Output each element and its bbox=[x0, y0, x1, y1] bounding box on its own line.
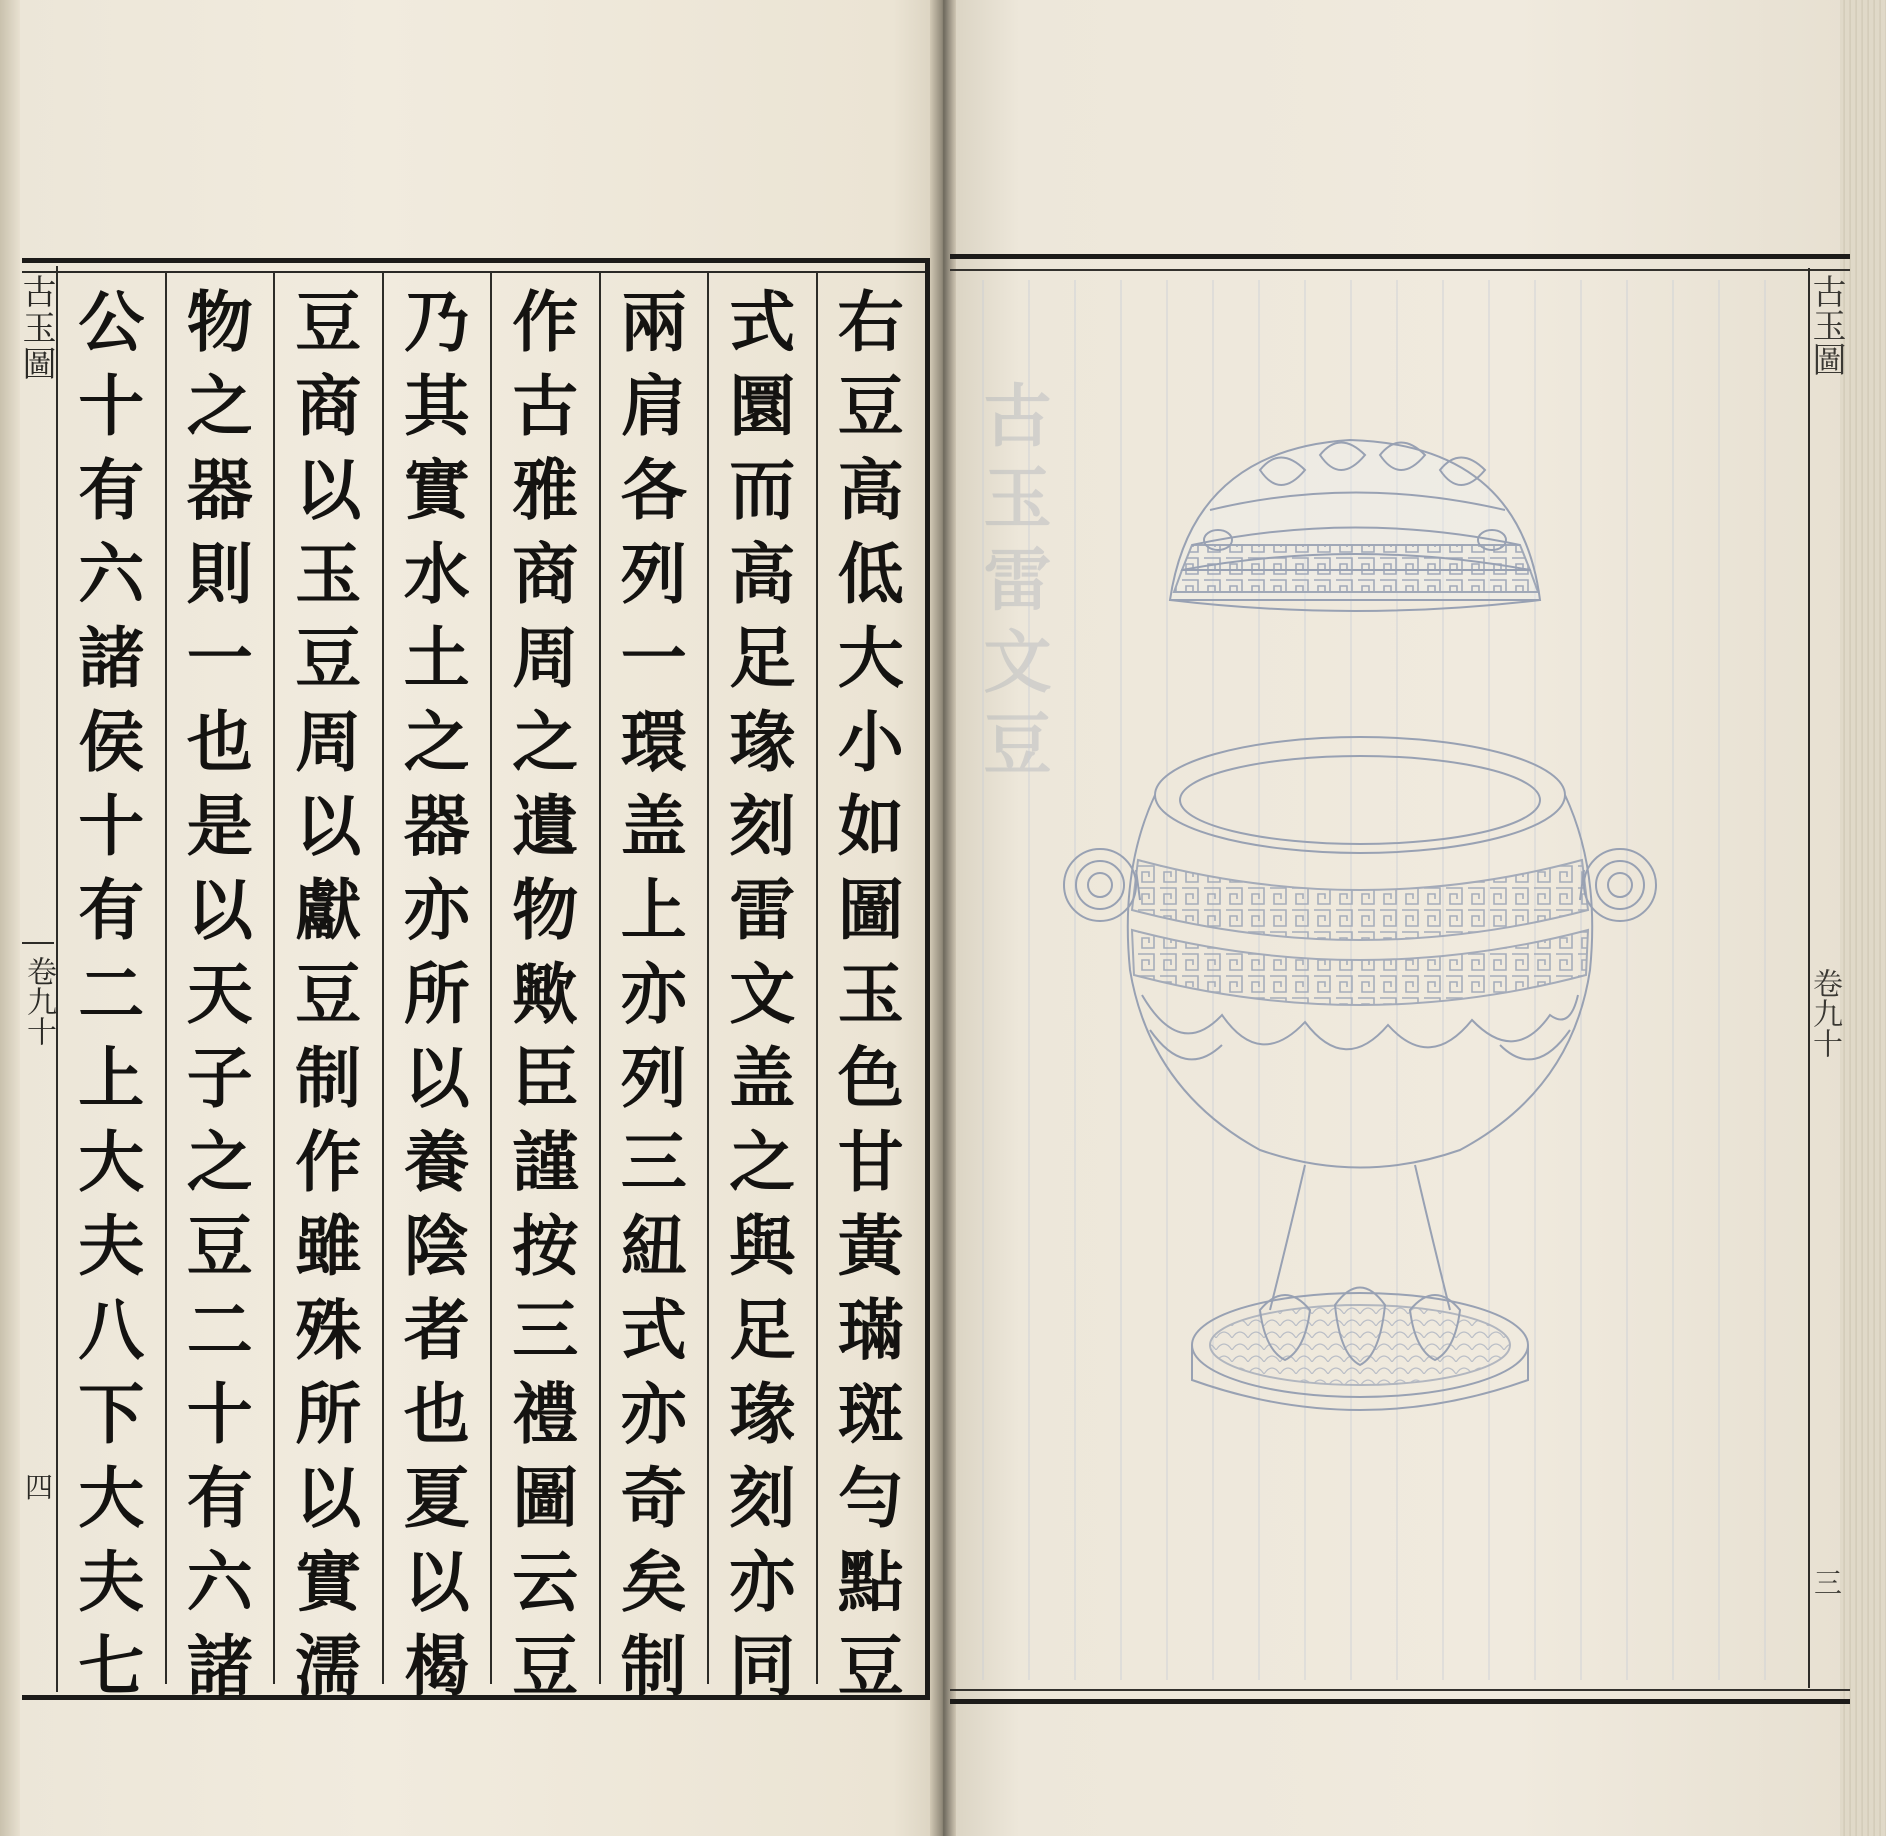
text-character: 以 bbox=[403, 1543, 470, 1621]
text-character: 上 bbox=[620, 871, 687, 949]
text-character: 矣 bbox=[620, 1543, 687, 1621]
text-character: 亦 bbox=[620, 1375, 687, 1453]
text-character: 作 bbox=[512, 283, 579, 361]
text-character: 盖 bbox=[620, 787, 687, 865]
text-character: 高 bbox=[729, 535, 796, 613]
text-character: 獻 bbox=[295, 871, 362, 949]
text-character: 上 bbox=[78, 1039, 145, 1117]
text-character: 大 bbox=[78, 1123, 145, 1201]
text-character: 之 bbox=[186, 367, 253, 445]
text-character: 亦 bbox=[729, 1543, 796, 1621]
text-column bbox=[490, 272, 599, 1705]
text-character: 雖 bbox=[295, 1207, 362, 1285]
text-character: 刻 bbox=[729, 1459, 796, 1537]
text-character: 物 bbox=[186, 283, 253, 361]
text-column bbox=[382, 272, 491, 1705]
text-character: 云 bbox=[512, 1543, 579, 1621]
text-character: 玉 bbox=[295, 535, 362, 613]
text-character: 三 bbox=[620, 1123, 687, 1201]
text-character: 璊 bbox=[837, 1291, 904, 1369]
text-character: 器 bbox=[403, 787, 470, 865]
text-character: 天 bbox=[186, 955, 253, 1033]
text-character: 斑 bbox=[837, 1375, 904, 1453]
text-column bbox=[599, 272, 708, 1705]
text-character: 下 bbox=[78, 1375, 145, 1453]
vertical-text-block bbox=[56, 272, 924, 1705]
text-character: 勻 bbox=[837, 1459, 904, 1537]
text-character: 濡 bbox=[295, 1627, 362, 1705]
text-character: 列 bbox=[620, 1039, 687, 1117]
text-character: 以 bbox=[295, 451, 362, 529]
text-character: 足 bbox=[729, 1291, 796, 1369]
text-character: 夏 bbox=[403, 1459, 470, 1537]
text-character: 與 bbox=[729, 1207, 796, 1285]
text-character: 肩 bbox=[620, 367, 687, 445]
text-character: 楬 bbox=[403, 1627, 470, 1705]
text-character: 圖 bbox=[512, 1459, 579, 1537]
right-fore-edge-column bbox=[1808, 268, 1848, 1688]
text-character: 周 bbox=[512, 619, 579, 697]
text-character: 豆 bbox=[186, 1207, 253, 1285]
text-character: 器 bbox=[186, 451, 253, 529]
text-character: 二 bbox=[186, 1291, 253, 1369]
text-character: 色 bbox=[837, 1039, 904, 1117]
text-character: 兩 bbox=[620, 283, 687, 361]
text-character: 盖 bbox=[729, 1039, 796, 1117]
text-character: 文 bbox=[729, 955, 796, 1033]
text-character: 所 bbox=[295, 1375, 362, 1453]
text-character: 其 bbox=[403, 367, 470, 445]
text-character: 豆 bbox=[837, 1627, 904, 1705]
text-character: 大 bbox=[837, 619, 904, 697]
text-character: 豆 bbox=[295, 619, 362, 697]
text-character: 養 bbox=[403, 1123, 470, 1201]
column-text bbox=[295, 280, 361, 1708]
text-character: 豆 bbox=[512, 1627, 579, 1705]
text-character: 式 bbox=[620, 1291, 687, 1369]
text-character: 二 bbox=[78, 955, 145, 1033]
text-character: 十 bbox=[78, 787, 145, 865]
text-character: 水 bbox=[403, 535, 470, 613]
text-column bbox=[273, 272, 382, 1705]
text-character: 刻 bbox=[729, 787, 796, 865]
column-text bbox=[78, 280, 144, 1708]
text-character: 小 bbox=[837, 703, 904, 781]
text-character: 夫 bbox=[78, 1543, 145, 1621]
text-character: 圜 bbox=[729, 367, 796, 445]
text-character: 有 bbox=[186, 1459, 253, 1537]
text-character: 之 bbox=[729, 1123, 796, 1201]
fore-edge-juan-right: 卷九十 bbox=[1807, 968, 1842, 1058]
text-character: 乃 bbox=[403, 283, 470, 361]
text-character: 之 bbox=[186, 1123, 253, 1201]
text-character: 商 bbox=[512, 535, 579, 613]
text-character: 豆 bbox=[295, 955, 362, 1033]
text-character: 一 bbox=[186, 619, 253, 697]
text-character: 也 bbox=[403, 1375, 470, 1453]
text-character: 制 bbox=[620, 1627, 687, 1705]
text-character: 諸 bbox=[186, 1627, 253, 1705]
text-character: 之 bbox=[512, 703, 579, 781]
text-character: 有 bbox=[78, 871, 145, 949]
text-character: 如 bbox=[837, 787, 904, 865]
column-text bbox=[187, 280, 253, 1708]
text-character: 禮 bbox=[512, 1375, 579, 1453]
text-character: 高 bbox=[837, 451, 904, 529]
text-character: 以 bbox=[186, 871, 253, 949]
text-character: 低 bbox=[837, 535, 904, 613]
text-character: 陰 bbox=[403, 1207, 470, 1285]
text-column bbox=[56, 272, 165, 1705]
text-character: 豆 bbox=[295, 283, 362, 361]
text-character: 紐 bbox=[620, 1207, 687, 1285]
text-character: 十 bbox=[186, 1375, 253, 1453]
text-character: 玉 bbox=[837, 955, 904, 1033]
text-character: 是 bbox=[186, 787, 253, 865]
text-character: 大 bbox=[78, 1459, 145, 1537]
text-column bbox=[165, 272, 274, 1705]
text-character: 諸 bbox=[78, 619, 145, 697]
text-character: 奇 bbox=[620, 1459, 687, 1537]
text-character: 物 bbox=[512, 871, 579, 949]
left-fore-edge-column bbox=[16, 266, 58, 1692]
fore-edge-page-number-right: 三 bbox=[1810, 1568, 1843, 1596]
text-character: 環 bbox=[620, 703, 687, 781]
column-text bbox=[838, 280, 904, 1708]
text-character: 甘 bbox=[837, 1123, 904, 1201]
text-character: 同 bbox=[729, 1627, 796, 1705]
text-character: 之 bbox=[403, 703, 470, 781]
text-character: 歟 bbox=[512, 955, 579, 1033]
fishtail-mark bbox=[22, 942, 54, 956]
text-character: 制 bbox=[295, 1039, 362, 1117]
fore-edge-title: 古玉圖 bbox=[16, 274, 56, 382]
text-character: 豆 bbox=[837, 367, 904, 445]
text-character: 所 bbox=[403, 955, 470, 1033]
column-text bbox=[729, 280, 795, 1708]
text-character: 商 bbox=[295, 367, 362, 445]
text-character: 十 bbox=[78, 367, 145, 445]
text-character: 土 bbox=[403, 619, 470, 697]
text-character: 足 bbox=[729, 619, 796, 697]
text-character: 瑑 bbox=[729, 703, 796, 781]
text-character: 者 bbox=[403, 1291, 470, 1369]
column-text bbox=[404, 280, 470, 1708]
fore-edge-page-number: 四 bbox=[24, 1471, 53, 1504]
column-text bbox=[512, 280, 578, 1708]
text-character: 亦 bbox=[620, 955, 687, 1033]
text-character: 六 bbox=[186, 1543, 253, 1621]
text-character: 有 bbox=[78, 451, 145, 529]
text-character: 黃 bbox=[837, 1207, 904, 1285]
text-character: 則 bbox=[186, 535, 253, 613]
text-character: 七 bbox=[78, 1627, 145, 1705]
text-character: 八 bbox=[78, 1291, 145, 1369]
text-character: 遺 bbox=[512, 787, 579, 865]
text-character: 各 bbox=[620, 451, 687, 529]
fore-edge-title-right: 古玉圖 bbox=[1806, 274, 1846, 376]
text-character: 以 bbox=[295, 787, 362, 865]
text-character: 式 bbox=[729, 283, 796, 361]
text-character: 也 bbox=[186, 703, 253, 781]
fore-edge-juan: 卷九十 bbox=[21, 956, 56, 1046]
text-character: 瑑 bbox=[729, 1375, 796, 1453]
text-character: 亦 bbox=[403, 871, 470, 949]
text-character: 謹 bbox=[512, 1123, 579, 1201]
text-column bbox=[816, 272, 925, 1705]
text-character: 一 bbox=[620, 619, 687, 697]
text-character: 三 bbox=[512, 1291, 579, 1369]
text-character: 點 bbox=[837, 1543, 904, 1621]
text-character: 公 bbox=[78, 283, 145, 361]
text-character: 雅 bbox=[512, 451, 579, 529]
text-character: 子 bbox=[186, 1039, 253, 1117]
text-character: 而 bbox=[729, 451, 796, 529]
text-character: 作 bbox=[295, 1123, 362, 1201]
column-text bbox=[621, 280, 687, 1708]
text-character: 周 bbox=[295, 703, 362, 781]
text-character: 實 bbox=[403, 451, 470, 529]
text-character: 以 bbox=[295, 1459, 362, 1537]
text-column bbox=[707, 272, 816, 1705]
text-character: 夫 bbox=[78, 1207, 145, 1285]
text-character: 圖 bbox=[837, 871, 904, 949]
text-character: 按 bbox=[512, 1207, 579, 1285]
text-character: 雷 bbox=[729, 871, 796, 949]
text-character: 六 bbox=[78, 535, 145, 613]
jade-dou-illustration bbox=[960, 270, 1800, 1690]
text-character: 以 bbox=[403, 1039, 470, 1117]
text-character: 侯 bbox=[78, 703, 145, 781]
text-character: 古 bbox=[512, 367, 579, 445]
text-character: 臣 bbox=[512, 1039, 579, 1117]
text-character: 列 bbox=[620, 535, 687, 613]
text-character: 殊 bbox=[295, 1291, 362, 1369]
text-character: 右 bbox=[837, 283, 904, 361]
text-character: 實 bbox=[295, 1543, 362, 1621]
